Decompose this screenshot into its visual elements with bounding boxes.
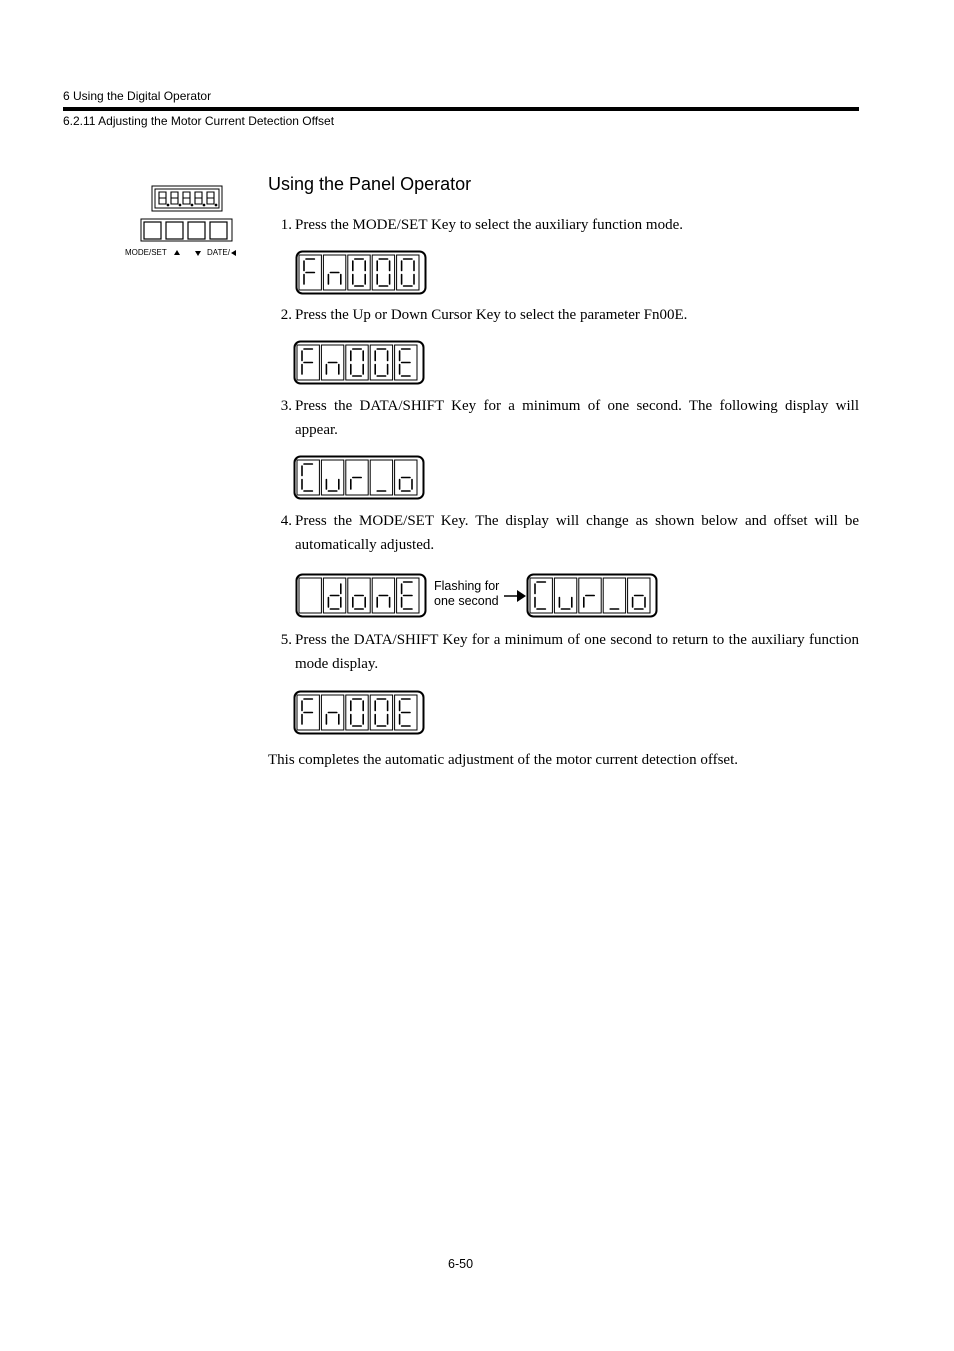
- step-text: Press the DATA/SHIFT Key for a minimum of one second to return to the auxiliary function mode display.: [295, 632, 859, 672]
- completion-text: This completes the automatic adjustment of the motor current detection offset.: [268, 752, 739, 768]
- step-text: Press the Up or Down Cursor Key to select the parameter Fn00E.: [295, 307, 688, 323]
- left-arrow-icon: [230, 249, 238, 257]
- header-rule: [63, 107, 859, 111]
- header-section: 6.2.11 Adjusting the Motor Current Detection Offset: [63, 114, 335, 128]
- seven-segment-display: [295, 250, 427, 295]
- step-5: [268, 628, 859, 676]
- panel-operator-illustration: [120, 180, 245, 265]
- step-number: 5.: [280, 632, 292, 648]
- flash-note-line-2: one second: [434, 594, 499, 608]
- right-arrow-icon: [503, 587, 527, 605]
- mode-set-key-label: MODE/SET: [125, 248, 167, 257]
- section-title: Using the Panel Operator: [268, 174, 472, 194]
- seven-segment-display: [293, 340, 425, 385]
- step-3: [268, 394, 859, 442]
- seven-segment-display: [293, 455, 425, 500]
- up-arrow-icon: [173, 249, 181, 257]
- flash-note: [434, 579, 499, 609]
- step-text: Press the MODE/SET Key. The display will change as shown below and offset will be automatically adjusted.: [295, 513, 859, 553]
- step-text: Press the DATA/SHIFT Key for a minimum of one second. The following display will appear.: [295, 398, 859, 438]
- step-number: 4.: [280, 513, 292, 529]
- seven-segment-display: [526, 573, 658, 618]
- data-shift-key-label: DATE/: [207, 248, 230, 257]
- step-2: [268, 303, 859, 327]
- step-number: 3.: [280, 398, 292, 414]
- panel-operator-icon: [120, 180, 245, 244]
- step-4: [268, 509, 859, 557]
- step-number: 2.: [280, 307, 292, 323]
- header-chapter: 6 Using the Digital Operator: [63, 89, 212, 103]
- seven-segment-display: [295, 573, 427, 618]
- down-arrow-icon: [194, 249, 202, 257]
- flash-note-line-1: Flashing for: [434, 579, 500, 593]
- seven-segment-display: [293, 690, 425, 735]
- page-number: 6-50: [448, 1257, 474, 1271]
- step-number: 1.: [280, 217, 292, 233]
- step-1: [268, 213, 859, 237]
- step-text: Press the MODE/SET Key to select the auxiliary function mode.: [295, 217, 683, 233]
